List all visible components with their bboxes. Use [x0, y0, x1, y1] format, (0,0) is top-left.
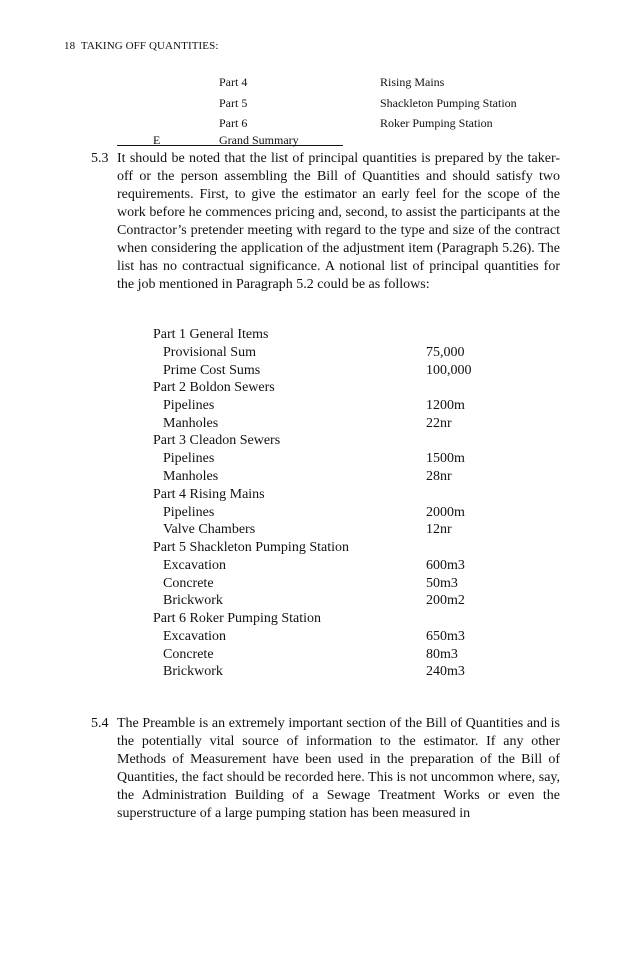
- list-item-label: Pipelines: [163, 398, 215, 413]
- list-item-value: 2000m: [426, 505, 465, 520]
- list-item-value: 240m3: [426, 664, 465, 679]
- list-item-value: 1500m: [426, 451, 465, 466]
- list-item-value: 200m2: [426, 593, 465, 608]
- list-item-label: Prime Cost Sums: [163, 363, 261, 378]
- list-item-value: 100,000: [426, 363, 472, 378]
- list-heading: Part 5 Shackleton Pumping Station: [153, 540, 349, 555]
- list-item-value: 600m3: [426, 558, 465, 573]
- list-item-value: 80m3: [426, 647, 458, 662]
- list-item-value: 1200m: [426, 398, 465, 413]
- list-heading: Part 3 Cleadon Sewers: [153, 433, 281, 448]
- list-item-value: 50m3: [426, 576, 458, 591]
- list-item-value: 12nr: [426, 522, 452, 537]
- paragraph-text: The Preamble is an extremely important section of the Bill of Quantities and is the potentially vital source of information to the estimator. If any other Methods of Measurement have been used in the preparation of the Bill of Quantities, the fact should be recorded here. This is not uncommon where, say, the Administration Building of a Sewage Treatment Works or even the superstructure of a large pumping station has been measured in: [117, 716, 560, 821]
- list-item-label: Manholes: [163, 469, 219, 484]
- list-item-value: 650m3: [426, 629, 465, 644]
- list-item-label: Pipelines: [163, 451, 215, 466]
- paragraph-number: 5.3: [91, 151, 109, 166]
- list-item-label: Valve Chambers: [163, 522, 256, 537]
- parts-table-part: Part 5: [219, 96, 248, 110]
- list-item-label: Brickwork: [163, 664, 223, 679]
- list-item-value: 28nr: [426, 469, 452, 484]
- running-title: TAKING OFF QUANTITIES:: [80, 40, 219, 52]
- list-item-label: Brickwork: [163, 593, 223, 608]
- list-heading: Part 6 Roker Pumping Station: [153, 611, 321, 626]
- parts-table-letter: E: [153, 133, 161, 147]
- list-heading: Part 1 General Items: [153, 327, 269, 342]
- list-item-label: Excavation: [163, 558, 226, 573]
- parts-table-name: Shackleton Pumping Station: [380, 96, 517, 110]
- list-item-label: Concrete: [163, 576, 214, 591]
- table-bottom-rule: [117, 145, 343, 146]
- paragraph-text: It should be noted that the list of principal quantities is prepared by the taker-off or the person assembling the Bill of Quantities and should satisfy two requirements. First, to give the estimator an early feel for the scope of the work before he commences pricing and, second, to assist the participants at the Contractor’s pretender meeting with regard to the type and size of the contract when considering the application of the adjustment item (Paragraph 5.26). The list has no contractual significance. A notional list of principal quantities for the job mentioned in Paragraph 5.2 could be as follows:: [117, 151, 560, 292]
- list-item-value: 22nr: [426, 416, 452, 431]
- list-item-label: Excavation: [163, 629, 226, 644]
- list-heading: Part 4 Rising Mains: [153, 487, 265, 502]
- parts-table-part: Grand Summary: [219, 133, 299, 147]
- paragraph-5-3: [91, 150, 560, 294]
- parts-table-name: Rising Mains: [380, 75, 445, 89]
- running-header: [64, 40, 219, 52]
- list-item-label: Manholes: [163, 416, 219, 431]
- parts-table-part: Part 6: [219, 116, 248, 130]
- paragraph-number: 5.4: [91, 716, 109, 731]
- list-item-label: Pipelines: [163, 505, 215, 520]
- list-item-label: Concrete: [163, 647, 214, 662]
- list-heading: Part 2 Boldon Sewers: [153, 380, 275, 395]
- paragraph-5-4: [91, 715, 560, 823]
- list-item-value: 75,000: [426, 345, 465, 360]
- list-item-label: Provisional Sum: [163, 345, 256, 360]
- page-number: 18: [64, 40, 76, 52]
- parts-table-name: Roker Pumping Station: [380, 116, 493, 130]
- parts-table-part: Part 4: [219, 75, 248, 89]
